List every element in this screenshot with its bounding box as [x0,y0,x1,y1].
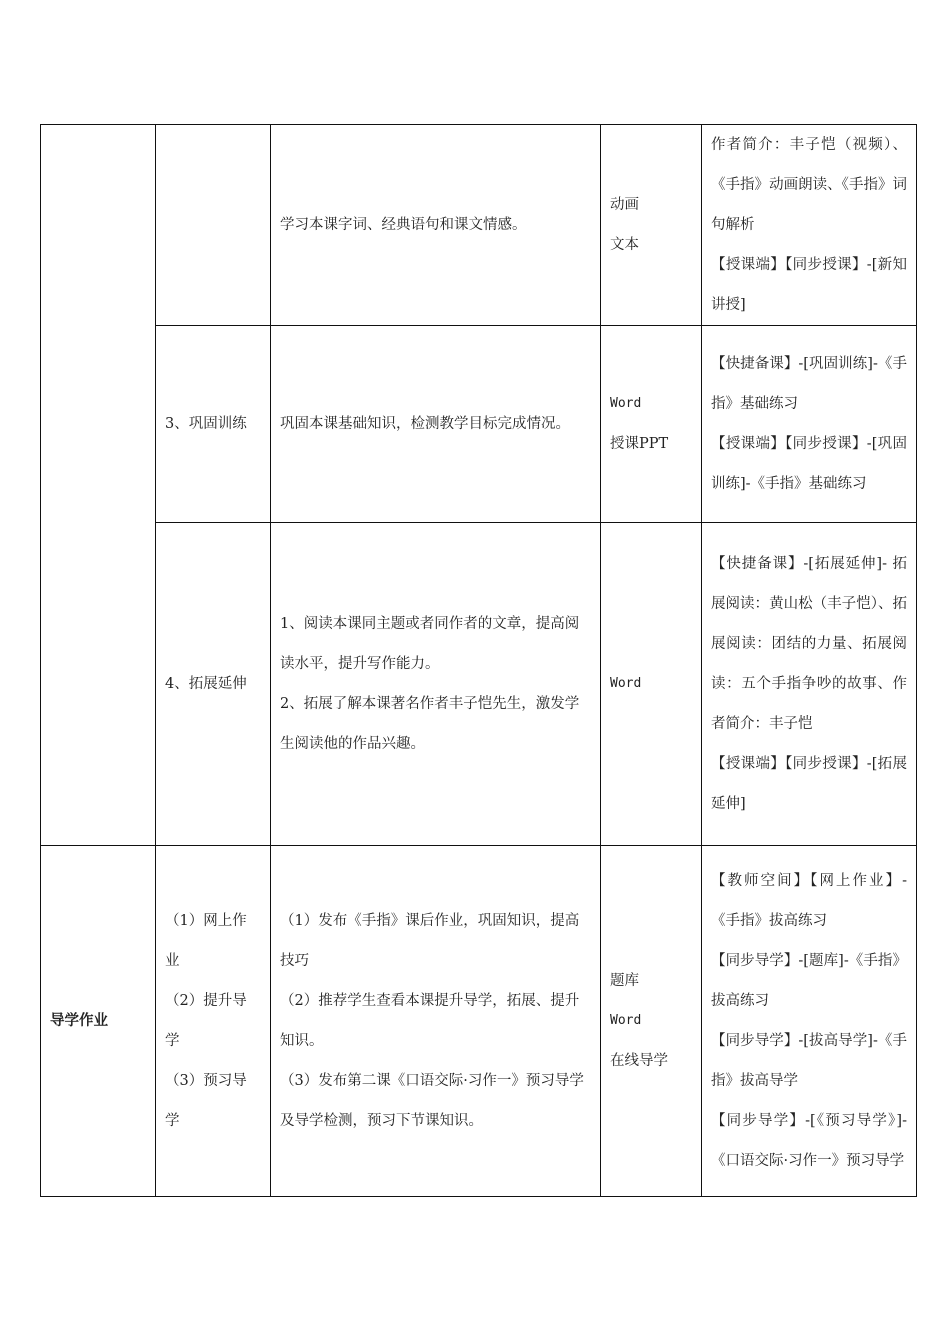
step-cell: 3、巩固训练 [156,326,271,523]
reference-cell [702,846,917,1197]
resource-item: 动画 [610,197,639,213]
step-cell [156,846,271,1197]
resource-item: Word [610,1013,642,1028]
resources-cell [601,125,702,326]
reference-text: 【授课端】【同步授课】-[拓展延伸] [711,756,907,812]
resource-item: 文本 [610,237,639,253]
table-row [41,523,917,846]
resources-cell [601,846,702,1197]
resource-item: 题库 [610,973,639,989]
reference-text: 【授课端】【同步授课】-[巩固训练]-《手指》基础练习 [711,436,907,492]
table-row [41,846,917,1197]
description-text: 巩固本课基础知识，检测教学目标完成情况。 [280,416,570,432]
resources-cell [601,523,702,846]
description-text: 2、拓展了解本课著名作者丰子恺先生，激发学生阅读他的作品兴趣。 [280,696,580,752]
step-cell [156,125,271,326]
step-item: （3）预习导学 [165,1073,247,1129]
description-text: （3）发布第二课《口语交际·习作一》预习导学及导学检测，预习下节课知识。 [280,1073,584,1129]
reference-cell [702,523,917,846]
resource-item: Word [610,396,642,411]
reference-text: 作者简介：丰子恺（视频）、《手指》动画朗读、《手指》词句解析 [711,137,907,233]
reference-text: 【授课端】【同步授课】-[新知讲授] [711,257,907,313]
description-cell [271,846,601,1197]
step-item: （1）网上作业 [165,913,247,969]
reference-text: 【教师空间】【网上作业】-《手指》拔高练习 [711,873,907,929]
description-text: （2）推荐学生查看本课提升导学，拓展、提升知识。 [280,993,580,1049]
resource-item: Word [610,676,642,691]
resource-item: 授课PPT [610,436,669,452]
reference-text: 【同步导学】-[拔高导学]-《手指》拔高导学 [711,1033,907,1089]
reference-text: 【快捷备课】-[巩固训练]-《手指》基础练习 [711,356,907,412]
reference-text: 【快捷备课】-[拓展延伸]- 拓展阅读：黄山松（丰子恺）、拓展阅读：团结的力量、拓展阅读：五个手指争吵的故事、作者简介：丰子恺 [711,556,907,732]
resources-cell [601,326,702,523]
section-title: 导学作业 [41,846,156,1197]
description-cell [271,523,601,846]
description-text: 1、阅读本课同主题或者同作者的文章，提高阅读水平，提升写作能力。 [280,616,580,672]
description-text: 学习本课字词、经典语句和课文情感。 [280,217,527,233]
reference-text: 【同步导学】-[题库]-《手指》拔高练习 [711,953,907,1009]
reference-cell [702,125,917,326]
step-cell: 4、拓展延伸 [156,523,271,846]
description-cell [271,125,601,326]
reference-cell [702,326,917,523]
section-cell [41,125,156,846]
step-item: （2）提升导学 [165,993,247,1049]
table-row [41,125,917,326]
description-text: （1）发布《手指》课后作业，巩固知识，提高技巧 [280,913,580,969]
lesson-plan-table [40,124,917,1197]
reference-text: 【同步导学】-[《预习导学》]-《口语交际·习作一》预习导学 [711,1113,907,1169]
resource-item: 在线导学 [610,1053,668,1069]
description-cell [271,326,601,523]
table-row [41,326,917,523]
